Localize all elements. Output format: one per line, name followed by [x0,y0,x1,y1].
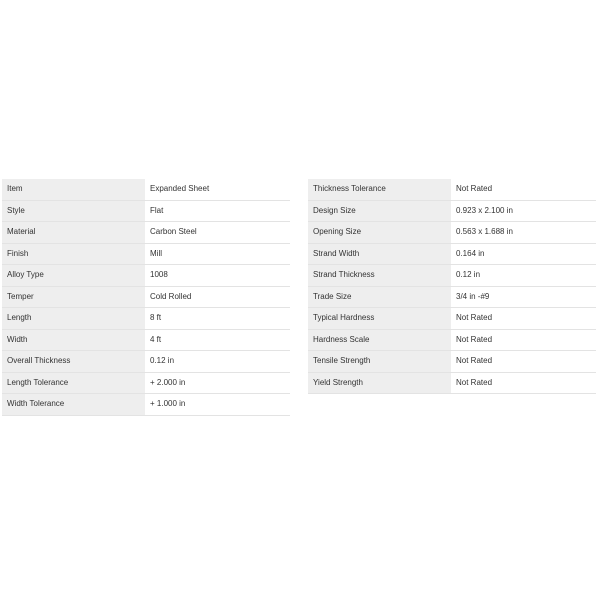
table-row [2,351,290,373]
spec-label: Material [2,222,145,244]
spec-value: 0.164 in [451,243,596,265]
spec-value: Not Rated [451,308,596,330]
spec-label: Hardness Scale [308,329,451,351]
spec-value: Not Rated [451,179,596,200]
spec-value: Mill [145,243,290,265]
spec-label: Design Size [308,200,451,222]
spec-value: 8 ft [145,308,290,330]
table-row [2,243,290,265]
table-row [308,286,596,308]
spec-label: Typical Hardness [308,308,451,330]
table-row [2,372,290,394]
table-row [308,372,596,394]
spec-label: Opening Size [308,222,451,244]
spec-label: Trade Size [308,286,451,308]
spec-value: 4 ft [145,329,290,351]
table-row [2,265,290,287]
spec-label: Overall Thickness [2,351,145,373]
spec-label: Width Tolerance [2,394,145,416]
table-row [308,265,596,287]
spec-label: Finish [2,243,145,265]
spec-label: Length Tolerance [2,372,145,394]
table-row [308,308,596,330]
table-row [2,308,290,330]
table-row [308,222,596,244]
spec-table-left [2,179,290,416]
table-row [2,329,290,351]
table-row [308,200,596,222]
spec-value: + 1.000 in [145,394,290,416]
spec-value: 0.563 x 1.688 in [451,222,596,244]
spec-label: Alloy Type [2,265,145,287]
spec-value: 0.923 x 2.100 in [451,200,596,222]
spec-label: Length [2,308,145,330]
spec-label: Yield Strength [308,372,451,394]
spec-value: Not Rated [451,329,596,351]
spec-table-right [308,179,596,394]
spec-label: Temper [2,286,145,308]
spec-value: Expanded Sheet [145,179,290,200]
table-row [2,286,290,308]
spec-value: Flat [145,200,290,222]
spec-value: 1008 [145,265,290,287]
table-row [2,200,290,222]
spec-value: + 2.000 in [145,372,290,394]
spec-value: 3/4 in -#9 [451,286,596,308]
table-row [2,179,290,200]
table-row [2,222,290,244]
spec-label: Thickness Tolerance [308,179,451,200]
spec-value: Cold Rolled [145,286,290,308]
table-row [308,243,596,265]
spec-label: Width [2,329,145,351]
spec-value: 0.12 in [145,351,290,373]
spec-label: Style [2,200,145,222]
table-row [308,351,596,373]
table-row [308,179,596,200]
table-row [308,329,596,351]
table-row [2,394,290,416]
spec-label: Strand Width [308,243,451,265]
spec-label: Strand Thickness [308,265,451,287]
spec-label: Item [2,179,145,200]
spec-value: Not Rated [451,372,596,394]
spec-label: Tensile Strength [308,351,451,373]
spec-value: Carbon Steel [145,222,290,244]
spec-value: Not Rated [451,351,596,373]
spec-value: 0.12 in [451,265,596,287]
